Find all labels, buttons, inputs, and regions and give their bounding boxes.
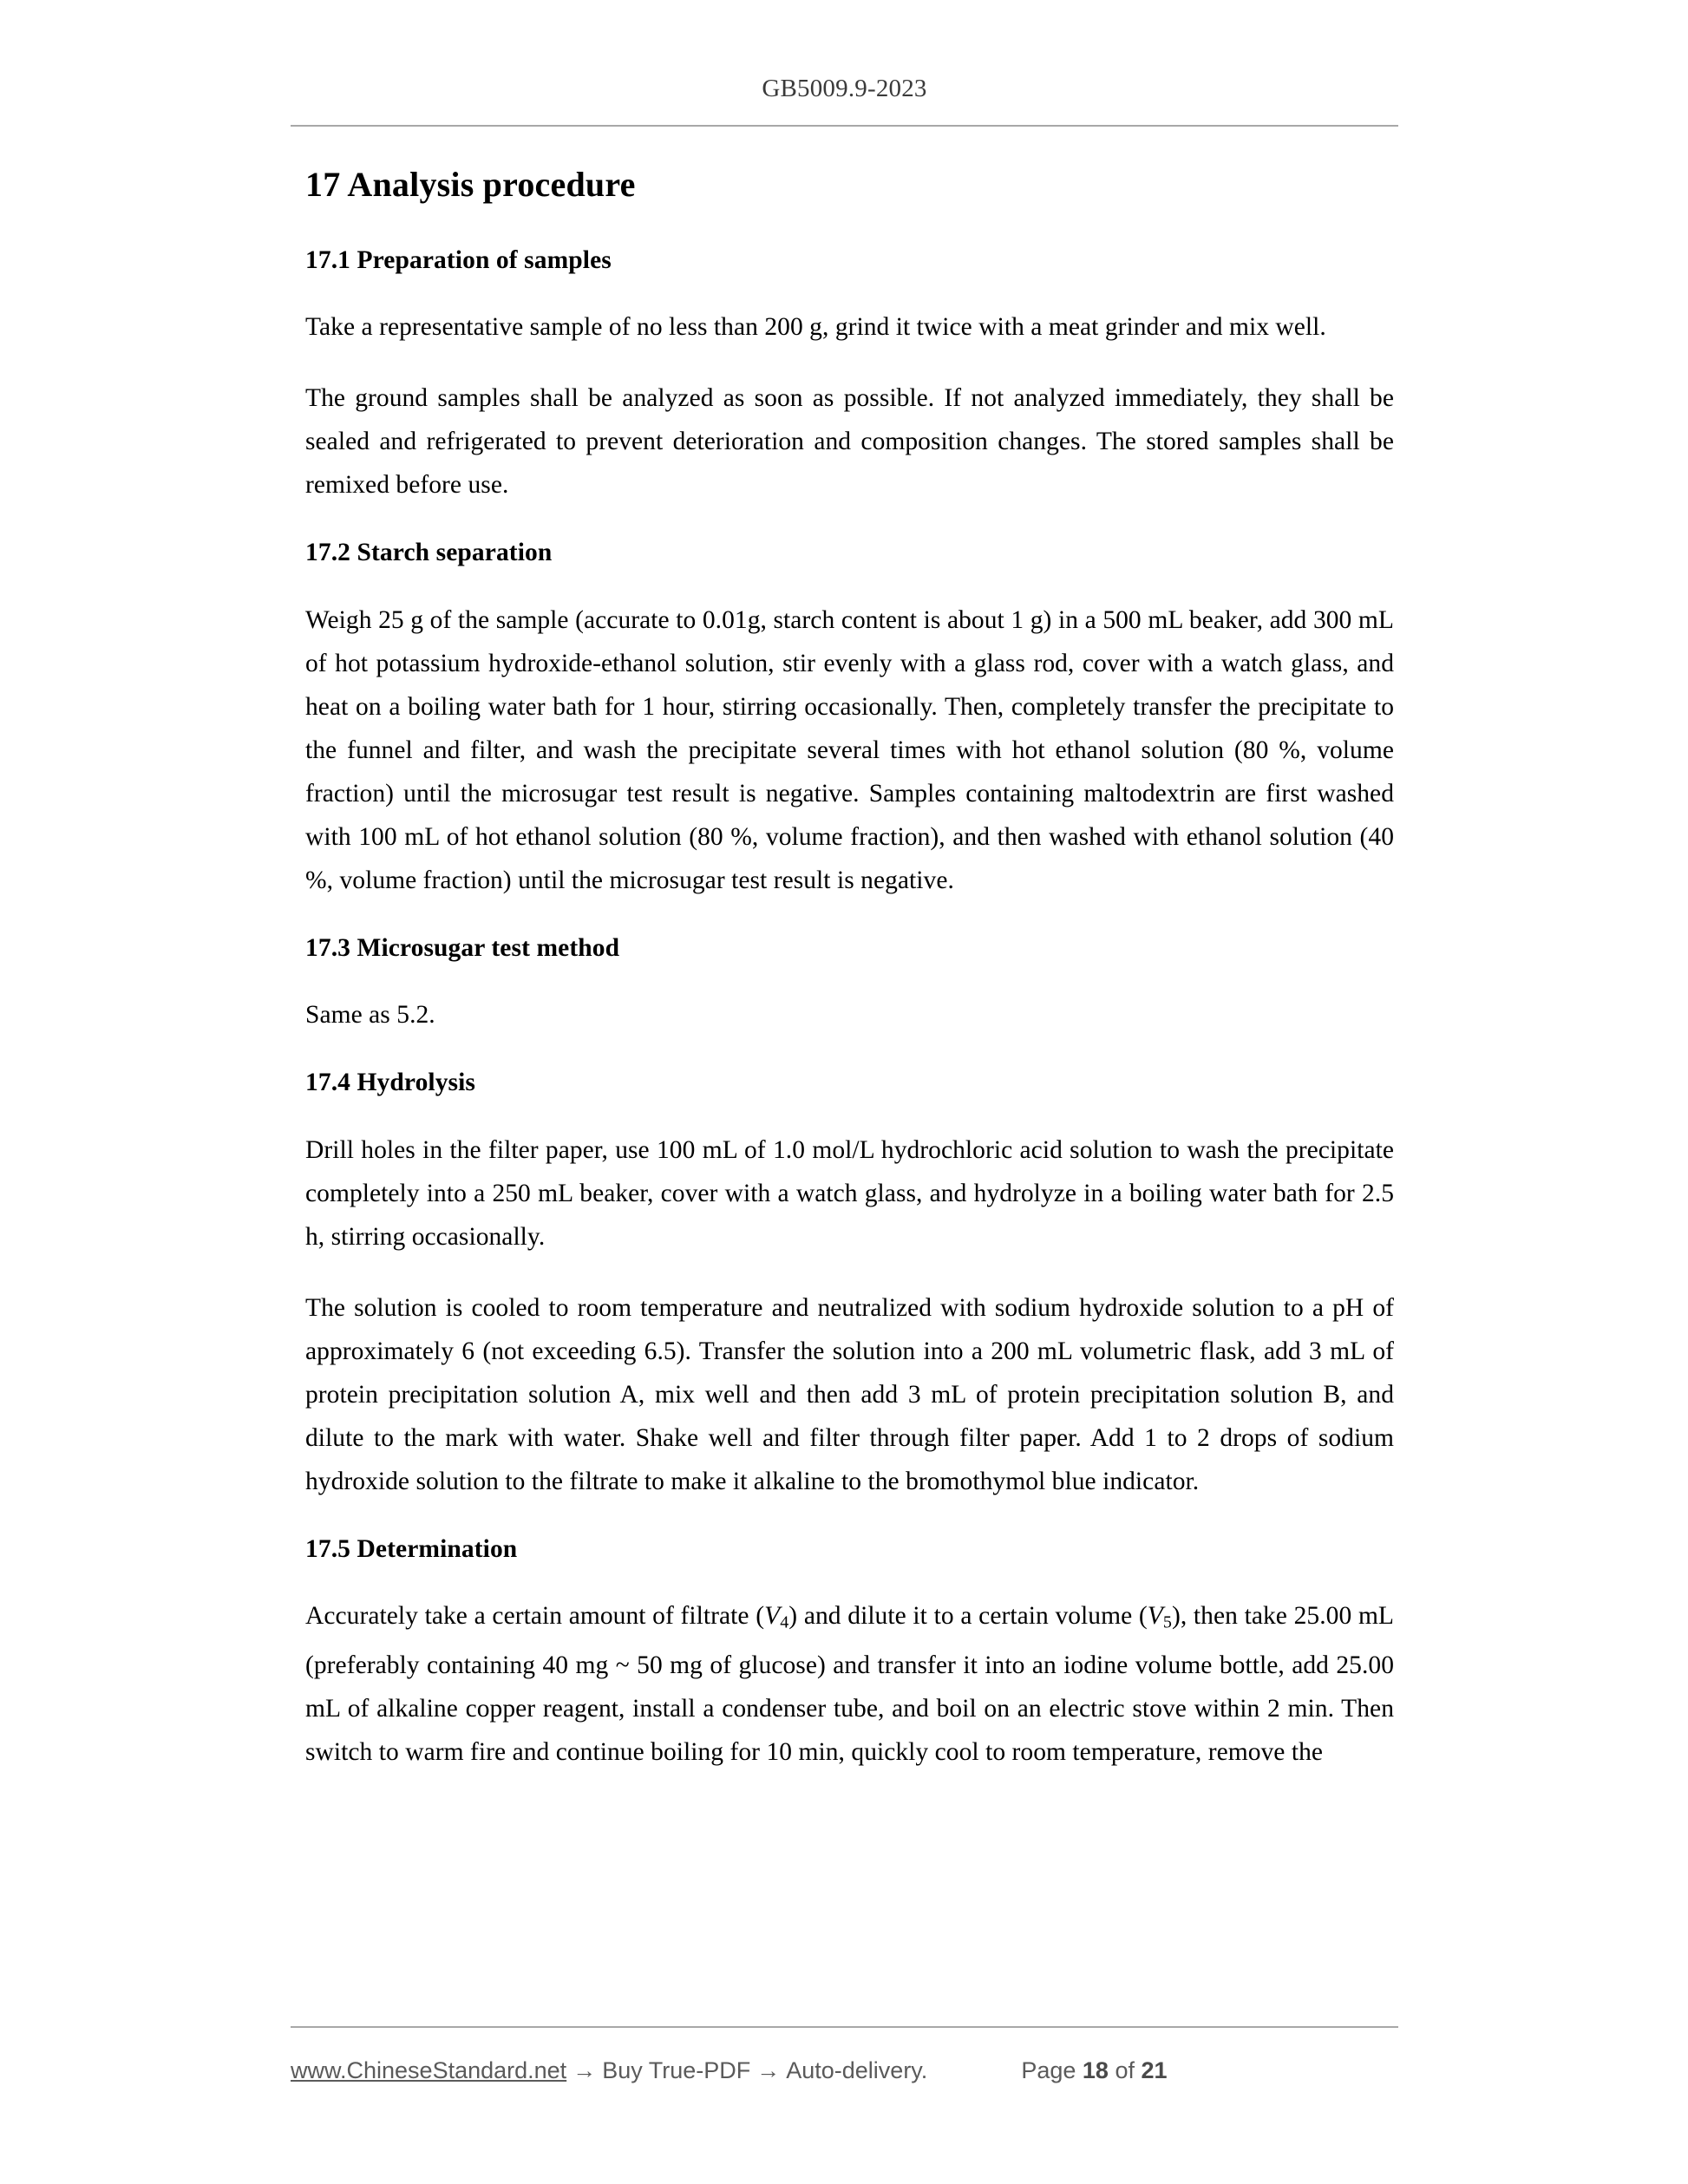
paragraph-17-4-2: The solution is cooled to room temperature and neutralized with sodium hydroxide solution to a pH of approximately 6 (not exceeding 6.5). Transfer the solution into a 200 mL volumetric flask, add 3 mL of protein precipitation solution A, mix well and then add 3 mL of protein precipitation solution B, and dilute to the mark with water. Shake well and filter through filter paper. Add 1 to 2 drops of sodium hydroxide solution to the filtrate to make it alkaline to the bromothymol blue indicator. <box>305 1293 1394 1495</box>
symbol-v4 <box>764 1602 788 1630</box>
standard-code-header: GB5009.9-2023 <box>762 75 927 102</box>
page-number: 18 <box>1082 2056 1109 2083</box>
symbol-v5-letter: V <box>1147 1601 1163 1630</box>
page-label: Page <box>1021 2056 1076 2083</box>
arrow-right-icon-2: → <box>756 2056 781 2083</box>
par-text-segment-3: ), then take 25.00 mL (preferably containing 40 mg ~ 50 mg of glucose) and transfer it into an iodine volume bottle, add 25.00 mL of alkaline copper reagent, install a condenser tube, and boil on an electric stove within 2 min. Then switch to warm fire and continue boiling for 10 min, quickly cool to room temperature, remove the <box>305 1601 1395 1767</box>
paragraph-17-1-1: Take a representative sample of no less than 200 g, grind it twice with a meat grinder and mix well. <box>305 313 1326 342</box>
page-of-label: of <box>1115 2056 1135 2083</box>
footer-divider <box>291 2026 1398 2028</box>
chinesestandard-link[interactable]: www.ChineseStandard.net <box>291 2056 567 2083</box>
par-text-segment-2: ) and dilute it to a certain volume ( <box>788 1601 1148 1630</box>
footer-promo-buy: Buy True-PDF <box>602 2056 751 2083</box>
paragraph-17-4-1: Drill holes in the filter paper, use 100 mL of 1.0 mol/L hydrochloric acid solution to wash the precipitate completely into a 250 mL beaker, cover with a watch glass, and hydrolyze in a boiling water bath for 2.5 h, stirring occasionally. <box>305 1135 1394 1251</box>
section-heading-17-1: 17.1 Preparation of samples <box>305 246 612 274</box>
section-heading-17-5: 17.5 Determination <box>305 1534 518 1563</box>
symbol-v4-letter: V <box>764 1601 781 1630</box>
page-footer <box>291 2049 1398 2092</box>
paragraph-17-1-2: The ground samples shall be analyzed as soon as possible. If not analyzed immediately, they shall be sealed and refrigerated to prevent deterioration and composition changes. The stored samples shall be remixed before use. <box>305 384 1394 500</box>
par-text-segment-1: Accurately take a certain amount of filtrate ( <box>305 1601 765 1630</box>
symbol-v5-subscript: 5 <box>1162 1612 1172 1632</box>
paragraph-17-2-1: Weigh 25 g of the sample (accurate to 0.01g, starch content is about 1 g) in a 500 mL beaker, add 300 mL of hot potassium hydroxide-ethanol solution, stir evenly with a glass rod, cover with a watch glass, and heat on a boiling water bath for 1 hour, stirring occasionally. Then, completely transfer the precipitate to the funnel and filter, and wash the precipitate several times with hot ethanol solution (80 %, volume fraction) until the microsugar test result is negative. Samples containing maltodextrin are first washed with 100 mL of hot ethanol solution (80 %, volume fraction), and then washed with ethanol solution (40 %, volume fraction) until the microsugar test result is negative. <box>305 605 1394 894</box>
page-title: 17 Analysis procedure <box>305 165 636 204</box>
symbol-v4-subscript: 4 <box>780 1612 789 1632</box>
arrow-right-icon-1: → <box>572 2056 597 2083</box>
document-body <box>305 165 1394 1774</box>
section-heading-17-2: 17.2 Starch separation <box>305 539 553 567</box>
header-divider <box>291 125 1398 127</box>
symbol-v5 <box>1148 1602 1172 1630</box>
section-heading-17-3: 17.3 Microsugar test method <box>305 933 620 962</box>
footer-promo-delivery: Auto-delivery. <box>786 2056 928 2083</box>
section-heading-17-4: 17.4 Hydrolysis <box>305 1069 476 1097</box>
page-indicator <box>1021 2057 1167 2084</box>
footer-promo-group <box>291 2057 927 2084</box>
page-total: 21 <box>1141 2056 1168 2083</box>
paragraph-17-5-1 <box>305 1594 1394 1774</box>
paragraph-17-3-1: Same as 5.2. <box>305 1001 435 1030</box>
page-header <box>291 75 1398 103</box>
